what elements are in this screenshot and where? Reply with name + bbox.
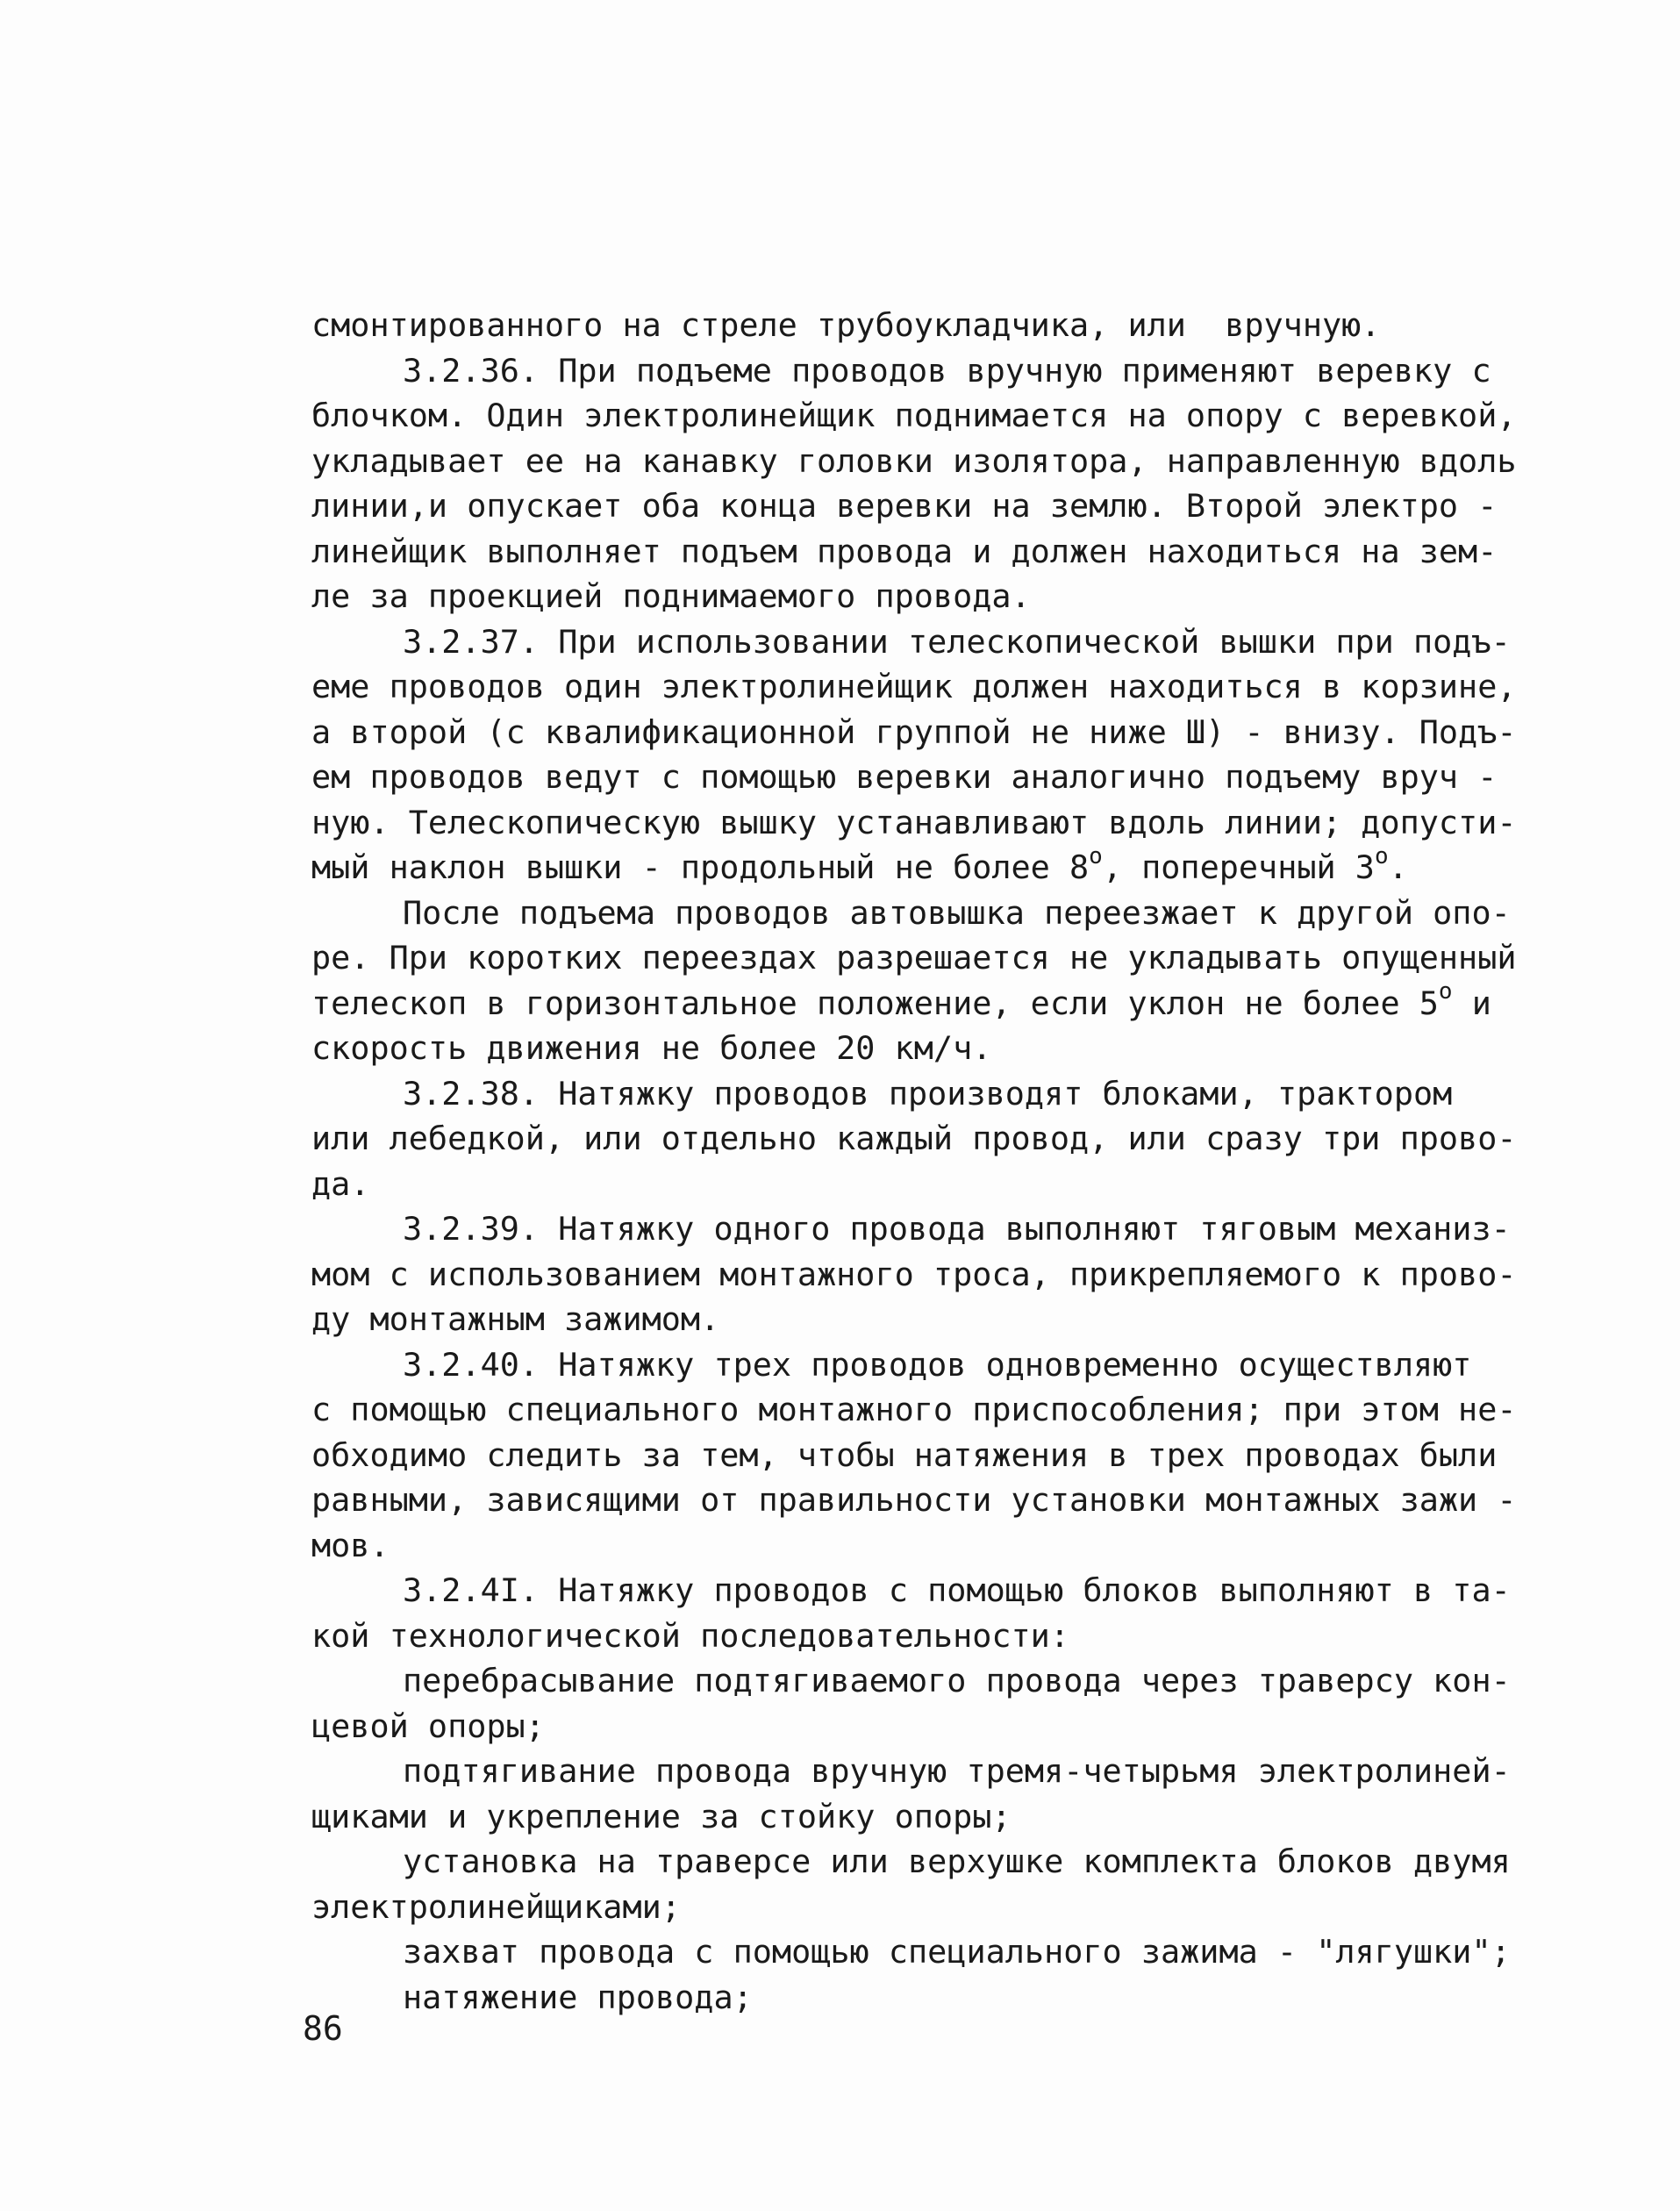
text-line: или лебедкой, или отдельно каждый провод, или сразу три прово- <box>311 1120 1517 1157</box>
list-item-line: захват провода с помощью специального зажима - "лягушки"; <box>403 1933 1511 1971</box>
text-line: да. <box>311 1164 370 1203</box>
text-line: еме проводов один электролинейщик должен находиться в корзине, <box>311 668 1517 705</box>
tilt-transverse-text: , поперечный 3 <box>1102 848 1375 886</box>
text-line: а второй (с квалификационной группой не ниже Ш) - внизу. Подъ- <box>311 712 1517 751</box>
text-line: смонтированного на стреле трубоукладчика, или вручную. <box>311 306 1381 344</box>
list-item-line: натяжение провода; <box>403 1978 753 2016</box>
slope-end: и <box>1452 984 1491 1022</box>
degree-superscript: о <box>1089 842 1103 869</box>
text-line: обходимо следить за тем, чтобы натяжения в трех проводах были <box>311 1435 1498 1474</box>
text-line: цевой опоры; <box>311 1707 545 1745</box>
paragraph-3-2-37-line: 3.2.37. При использовании телескопической вышки при подъ- <box>403 622 1511 661</box>
page-number: 86 <box>303 2009 343 2048</box>
text-line: укладывает ее на канавку головки изолятора, направленную вдоль <box>311 441 1517 480</box>
paragraph-3-2-40-line: 3.2.40. Натяжку трех проводов одновременно осуществляют <box>403 1345 1472 1384</box>
text-line: линии,и опускает оба конца веревки на землю. Второй электро - <box>311 487 1498 525</box>
text-line: ду монтажным зажимом. <box>311 1300 720 1338</box>
slope-line <box>311 978 1491 1027</box>
list-item-line: подтягивание провода вручную тремя-четырьмя электролиней- <box>403 1752 1511 1790</box>
tilt-line-text: мый наклон вышки - продольный не более 8 <box>311 848 1090 886</box>
text-line: ную. Телескопическую вышку устанавливают вдоль линии; допусти- <box>311 803 1517 841</box>
list-item-line: перебрасывание подтягиваемого провода через траверсу кон- <box>403 1662 1511 1699</box>
text-line: линейщик выполняет подъем провода и должен находиться на зем- <box>311 532 1498 570</box>
text-line: скорость движения не более 20 км/ч. <box>311 1029 992 1067</box>
text-line: равными, зависящими от правильности установки монтажных зажи - <box>311 1481 1517 1519</box>
paragraph-3-2-39-line: 3.2.39. Натяжку одного провода выполняют тяговым механиз- <box>403 1210 1511 1248</box>
body-text <box>311 303 1517 2020</box>
text-line: мов. <box>311 1526 390 1564</box>
degree-superscript: о <box>1438 978 1453 1005</box>
paragraph-3-2-36-line: 3.2.36. При подъеме проводов вручную применяют веревку с <box>403 351 1491 390</box>
paragraph-after-lift-line: После подъема проводов автовышка переезжает к другой опо- <box>403 893 1511 932</box>
text-line: кой технологической последовательности: <box>311 1616 1069 1655</box>
paragraph-3-2-38-line: 3.2.38. Натяжку проводов производят блоками, трактором <box>403 1074 1453 1113</box>
text-line: щиками и укрепление за стойку опоры; <box>311 1797 1012 1835</box>
paragraph-3-2-41-line: 3.2.4I. Натяжку проводов с помощью блоков выполняют в та- <box>403 1571 1511 1609</box>
text-line: мом с использованием монтажного троса, прикрепляемого к прово- <box>311 1255 1517 1293</box>
slope-line-text: телескоп в горизонтальное положение, если уклон не более 5 <box>311 984 1439 1022</box>
tilt-line <box>311 842 1452 891</box>
text-line: ре. При коротких переездах разрешается не укладывать опущенный <box>311 939 1517 977</box>
text-line: ле за проекцией поднимаемого провода. <box>311 577 1031 615</box>
text-line: с помощью специального монтажного приспособления; при этом не- <box>311 1391 1517 1428</box>
list-item-line: установка на траверсе или верхушке комплекта блоков двумя <box>403 1842 1511 1880</box>
text-line: ем проводов ведут с помощью веревки аналогично подъему вруч - <box>311 758 1498 796</box>
text-line: электролинейщиками; <box>311 1887 681 1926</box>
text-line: блочком. Один электролинейщик поднимается на опору с веревкой, <box>311 397 1517 434</box>
degree-superscript: о <box>1374 842 1389 869</box>
tilt-end: . <box>1388 848 1408 886</box>
